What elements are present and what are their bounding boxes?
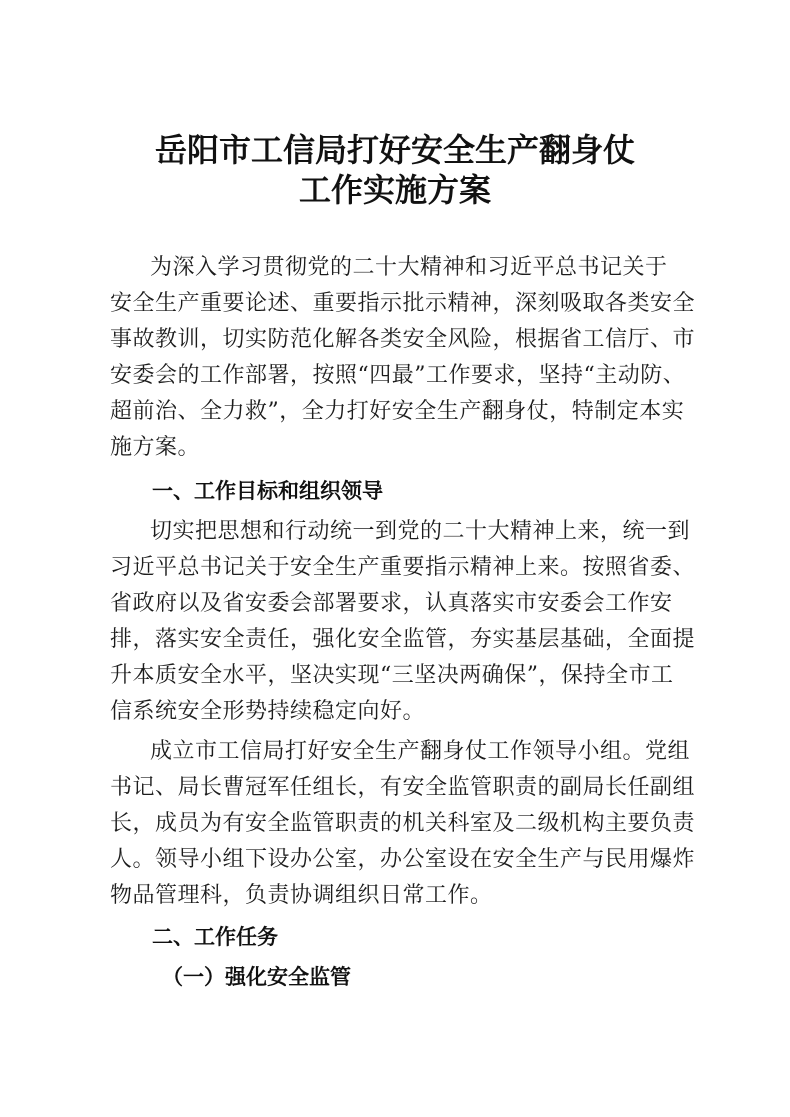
document-title-line-2: 工作实施方案: [298, 171, 491, 209]
section-1-para-2-line-5: 物品管理科，负责协调组织日常工作。: [110, 883, 493, 908]
section-1-para-1-line-2: 习近平总书记关于安全生产重要指示精神上来。按照省委、: [110, 555, 696, 580]
document-title-line-1: 岳阳市工信局打好安全生产翻身仗: [154, 131, 635, 169]
section-1-para-1-line-5: 升本质安全水平，坚决实现“三坚决两确保”，保持全市工: [110, 663, 674, 688]
intro-line-4: 安委会的工作部署，按照“四最”工作要求，坚持“主动防、: [110, 363, 686, 388]
section-1-para-1-line-3: 省政府以及省安委会部署要求，认真落实市安委会工作安: [110, 591, 673, 616]
section-1-para-2-line-4: 人。领导小组下设办公室，办公室设在安全生产与民用爆炸: [110, 847, 696, 872]
section-1-para-2-line-3: 长，成员为有安全监管职责的机关科室及二级机构主要负责: [110, 811, 696, 836]
intro-line-1: 为深入学习贯彻党的二十大精神和习近平总书记关于: [150, 255, 668, 280]
intro-line-3: 事故教训，切实防范化解各类安全风险，根据省工信厅、市: [110, 327, 696, 352]
section-1-para-2-line-1: 成立市工信局打好安全生产翻身仗工作领导小组。党组: [150, 739, 691, 764]
section-1-heading: 一、工作目标和组织领导: [152, 479, 383, 503]
section-1-para-1-line-1: 切实把思想和行动统一到党的二十大精神上来，统一到: [150, 519, 691, 544]
section-1-para-1-line-4: 排，落实安全责任，强化安全监管，夯实基层基础，全面提: [110, 627, 696, 652]
intro-line-6: 施方案。: [110, 435, 201, 460]
intro-line-5: 超前治、全力救”，全力打好安全生产翻身仗，特制定本实: [110, 399, 685, 424]
section-2-subheading-1: （一）强化安全监管: [162, 964, 351, 989]
section-1-para-2-line-2: 书记、局长曹冠军任组长，有安全监管职责的副局长任副组: [110, 775, 696, 800]
section-1-para-1-line-6: 信系统安全形势持续稳定向好。: [110, 699, 426, 724]
intro-line-2: 安全生产重要论述、重要指示批示精神，深刻吸取各类安全: [110, 291, 696, 316]
section-2-heading: 二、工作任务: [152, 925, 278, 949]
